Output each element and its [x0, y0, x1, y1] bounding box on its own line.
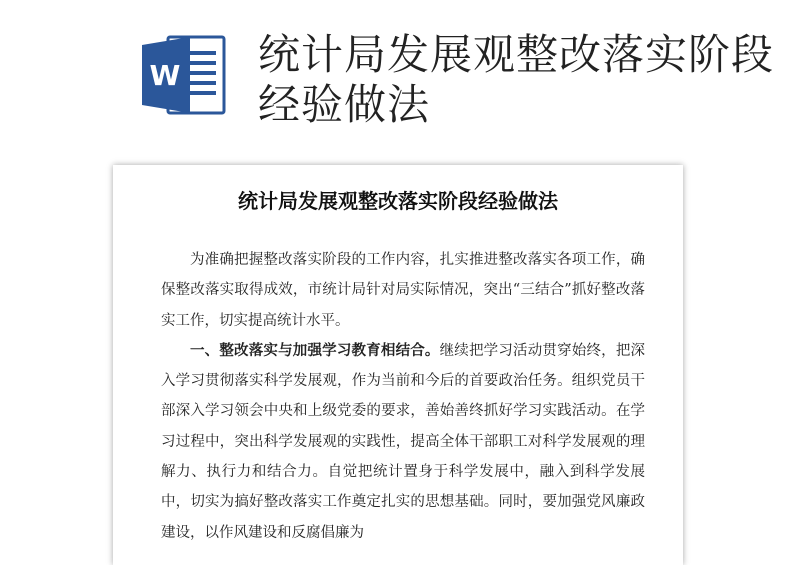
document-page	[113, 165, 683, 565]
section-1-text: 继续把学习活动贯穿始终，把深入学习贯彻落实科学发展观，作为当前和今后的首要政治任务。组织党员干部深入学习领会中央和上级党委的要求，善始善终抓好学习实践活动。在学习过程中，突出科学发展观的实践性，提高全体干部职工对科学发展观的理解力、执行力和结合力。自觉把统计置身于科学发展中，融入到科学发展中，切实为搞好整改落实工作奠定扎实的思想基础。同时，要加强党风廉政建设，以作风建设和反腐倡廉为	[161, 342, 646, 541]
word-document-icon	[140, 33, 232, 117]
page-title: 统计局发展观整改落实阶段经验做法	[258, 30, 775, 129]
paragraph-intro: 为准确把握整改落实阶段的工作内容，扎实推进整改落实各项工作，确保整改落实取得成效，市统计局针对局实际情况，突出“三结合”抓好整改落实工作，切实提高统计水平。	[161, 252, 645, 329]
header-banner	[0, 0, 800, 150]
word-icon-letter: W	[149, 59, 181, 92]
document-body	[161, 245, 645, 548]
paragraph-section-1	[161, 336, 645, 548]
document-title: 统计局发展观整改落实阶段经验做法	[238, 189, 558, 213]
section-1-heading: 一、整改落实与加强学习教育相结合。	[190, 342, 440, 359]
